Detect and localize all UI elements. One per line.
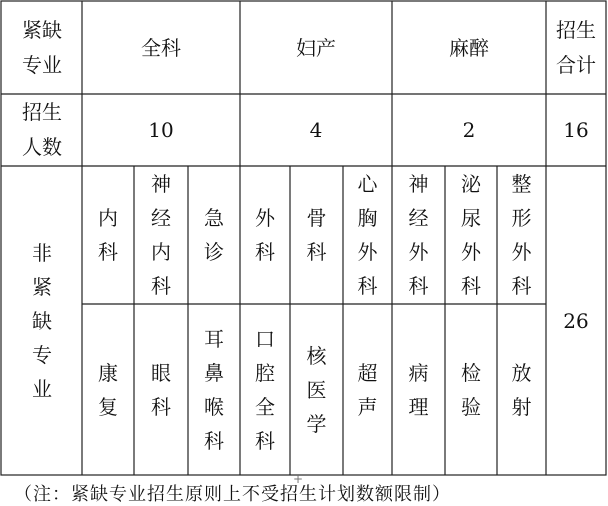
non-critical-row1-cell-char: 外 (461, 240, 481, 264)
non-critical-label-char: 非 (32, 240, 52, 265)
non-critical-row1-cell (392, 166, 445, 304)
non-critical-row1-cell (82, 166, 134, 304)
count-anesthesia (392, 94, 546, 166)
non-critical-total (546, 166, 606, 475)
non-critical-row1-cell-char: 科 (306, 240, 327, 264)
header-critical-major (2, 2, 82, 94)
count-obgyn (240, 94, 392, 166)
major-anesthesia (392, 2, 546, 94)
count-total-text: 16 (563, 118, 589, 142)
count-obgyn-text: 4 (309, 118, 323, 142)
non-critical-row1-cell-char: 心 (357, 172, 378, 196)
non-critical-row2-cell-char: 康 (98, 360, 118, 385)
non-critical-row2-cell-char: 复 (98, 394, 118, 419)
non-critical-row2-cell (134, 304, 188, 475)
non-critical-label-char: 业 (32, 376, 52, 401)
non-critical-row1-cell-char: 骨 (306, 206, 327, 230)
non-critical-row2-cell-char: 学 (306, 411, 327, 436)
non-critical-row1-cell-char: 内 (98, 206, 118, 230)
non-critical-row1-cell-char: 科 (511, 274, 532, 298)
non-critical-row2-cell-char: 科 (151, 394, 171, 419)
non-critical-row2-cell-char: 医 (306, 377, 327, 402)
major-anesthesia-text: 麻醉 (449, 36, 489, 60)
footnote: （注：紧缺专业招生原则上不受招生计划数额限制） (14, 484, 451, 505)
header-total (546, 2, 606, 94)
non-critical-label-char: 缺 (32, 308, 52, 333)
non-critical-row1-cell (134, 166, 188, 304)
non-critical-row2-cell-char: 眼 (151, 360, 171, 385)
non-critical-row1-cell-char: 外 (357, 240, 378, 264)
non-critical-row2-cell-char: 验 (461, 394, 481, 419)
non-critical-row1-cell-char: 外 (255, 206, 275, 230)
count-anesthesia-text: 2 (462, 118, 476, 142)
non-critical-row1-cell-char: 科 (408, 274, 429, 298)
non-critical-row1-cell-char: 形 (511, 206, 532, 230)
non-critical-row2-cell (497, 304, 546, 475)
non-critical-row1-cell-char: 科 (98, 240, 118, 264)
non-critical-row1-cell (188, 166, 240, 304)
non-critical-row2-cell-char: 科 (204, 428, 224, 453)
header-critical-major-text: 紧缺专业 (22, 18, 62, 77)
non-critical-row1-cell-char: 神 (408, 172, 429, 196)
non-critical-total-text: 26 (563, 308, 589, 333)
non-critical-row1-cell-char: 经 (151, 206, 171, 230)
non-critical-row2-cell-char: 全 (255, 394, 275, 419)
non-critical-row2-cell (290, 304, 343, 475)
non-critical-row1-cell-char: 整 (511, 172, 532, 196)
non-critical-row2-cell (188, 304, 240, 475)
non-critical-row1-cell-char: 科 (357, 274, 378, 298)
non-critical-row1-cell-char: 诊 (204, 240, 224, 264)
non-critical-row2-cell (343, 304, 392, 475)
non-critical-row1-cell (290, 166, 343, 304)
non-critical-row1-cell-char: 急 (204, 206, 224, 230)
non-critical-row2-cell-char: 喉 (204, 394, 224, 419)
non-critical-row2-cell-char: 耳 (204, 326, 224, 351)
non-critical-label (2, 166, 82, 475)
non-critical-row2-cell-char: 放 (511, 360, 532, 385)
non-critical-row2-cell (240, 304, 290, 475)
non-critical-row2-cell-char: 鼻 (204, 360, 224, 385)
row-count-label (2, 94, 82, 166)
non-critical-row2-cell-char: 声 (357, 394, 378, 419)
non-critical-row1-cell (240, 166, 290, 304)
major-obgyn (240, 2, 392, 94)
non-critical-row1-cell-char: 泌 (461, 172, 481, 196)
non-critical-row2-cell-char: 射 (511, 394, 532, 419)
non-critical-row1-cell-char: 科 (461, 274, 481, 298)
row-count-label-text: 招生人数 (22, 100, 62, 159)
non-critical-row2-cell-char: 腔 (255, 360, 275, 385)
non-critical-row2-cell (445, 304, 497, 475)
non-critical-row1-cell-char: 尿 (461, 206, 481, 230)
count-total (546, 94, 606, 166)
major-obgyn-text: 妇产 (296, 36, 336, 60)
non-critical-row2-cell (82, 304, 134, 475)
non-critical-row1-cell-char: 神 (151, 172, 171, 196)
non-critical-row1-cell-char: 内 (151, 240, 171, 264)
major-general-text: 全科 (141, 36, 181, 60)
non-critical-row2-cell-char: 口 (255, 326, 275, 351)
non-critical-row1-cell-char: 外 (511, 240, 532, 264)
header-total-text: 招生合计 (556, 18, 596, 77)
non-critical-row1-cell-char: 外 (408, 240, 429, 264)
non-critical-row2-cell-char: 理 (408, 394, 429, 419)
non-critical-row1-cell (343, 166, 392, 304)
non-critical-row1-cell (445, 166, 497, 304)
non-critical-label-char: 专 (32, 342, 52, 367)
non-critical-row2-cell (392, 304, 445, 475)
non-critical-row2-cell-char: 核 (306, 343, 327, 368)
non-critical-row2-cell-char: 超 (357, 360, 378, 385)
count-general (82, 94, 240, 166)
non-critical-row1-cell-char: 科 (151, 274, 171, 298)
non-critical-row1-cell-char: 经 (408, 206, 429, 230)
count-general-text: 10 (148, 118, 174, 142)
non-critical-row2-cell-char: 检 (461, 360, 481, 385)
non-critical-row1-cell-char: 胸 (357, 206, 378, 230)
non-critical-row1-cell (497, 166, 546, 304)
non-critical-label-char: 紧 (32, 274, 52, 299)
major-general (82, 2, 240, 94)
plus-marker-text: + (292, 472, 304, 486)
non-critical-row1-cell-char: 科 (255, 240, 275, 264)
non-critical-row2-cell-char: 科 (255, 428, 275, 453)
non-critical-row2-cell-char: 病 (408, 360, 429, 385)
